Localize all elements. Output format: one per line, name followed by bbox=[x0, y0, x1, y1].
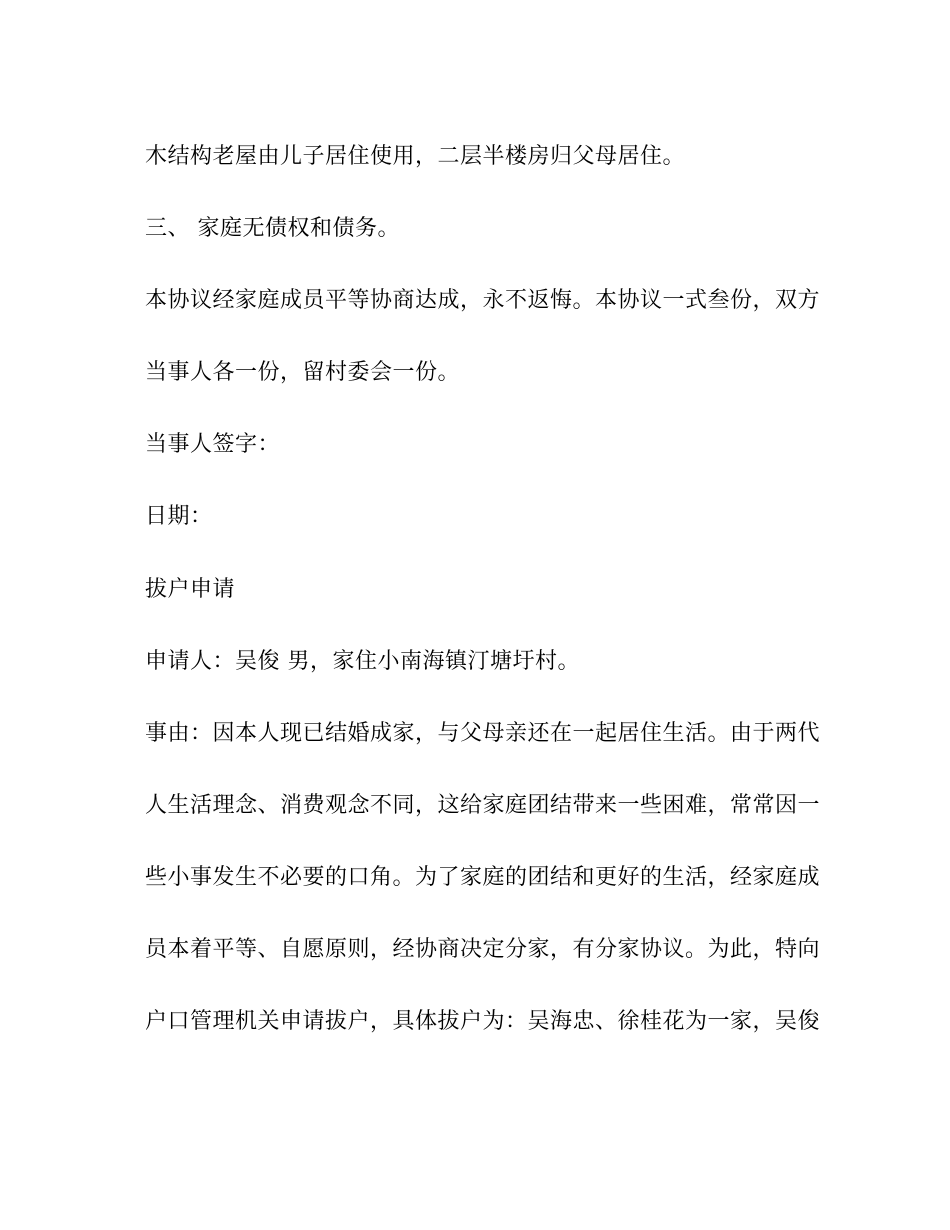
text-line-reason-2: 人生活理念、消费观念不同，这给家庭团结带来一些困难，常常因一 bbox=[145, 793, 821, 818]
text-line-applicant: 申请人：吴俊 男，家住小南海镇汀塘圩村。 bbox=[145, 649, 580, 674]
text-line-reason-5: 户口管理机关申请拔户，具体拔户为：吴海忠、徐桂花为一家，吴俊 bbox=[145, 1009, 821, 1034]
text-line-copies: 当事人各一份，留村委会一份。 bbox=[145, 360, 461, 385]
text-line-agreement-terms: 本协议经家庭成员平等协商达成，永不返悔。本协议一式叁份，双方 bbox=[145, 288, 821, 313]
text-line-no-debts: 三、 家庭无债权和债务。 bbox=[145, 216, 400, 241]
section-heading-household-application: 拔户申请 bbox=[145, 577, 236, 602]
text-line-reason-3: 些小事发生不必要的口角。为了家庭的团结和更好的生活，经家庭成 bbox=[145, 865, 821, 890]
text-line-reason-4: 员本着平等、自愿原则，经协商决定分家，有分家协议。为此，特向 bbox=[145, 937, 821, 962]
text-line-house-allocation: 木结构老屋由儿子居住使用，二层半楼房归父母居住。 bbox=[145, 144, 686, 169]
text-line-reason-1: 事由：因本人现已结婚成家，与父母亲还在一起居住生活。由于两代 bbox=[145, 721, 821, 746]
text-line-date: 日期： bbox=[145, 504, 213, 529]
text-line-signature: 当事人签字： bbox=[145, 432, 281, 457]
